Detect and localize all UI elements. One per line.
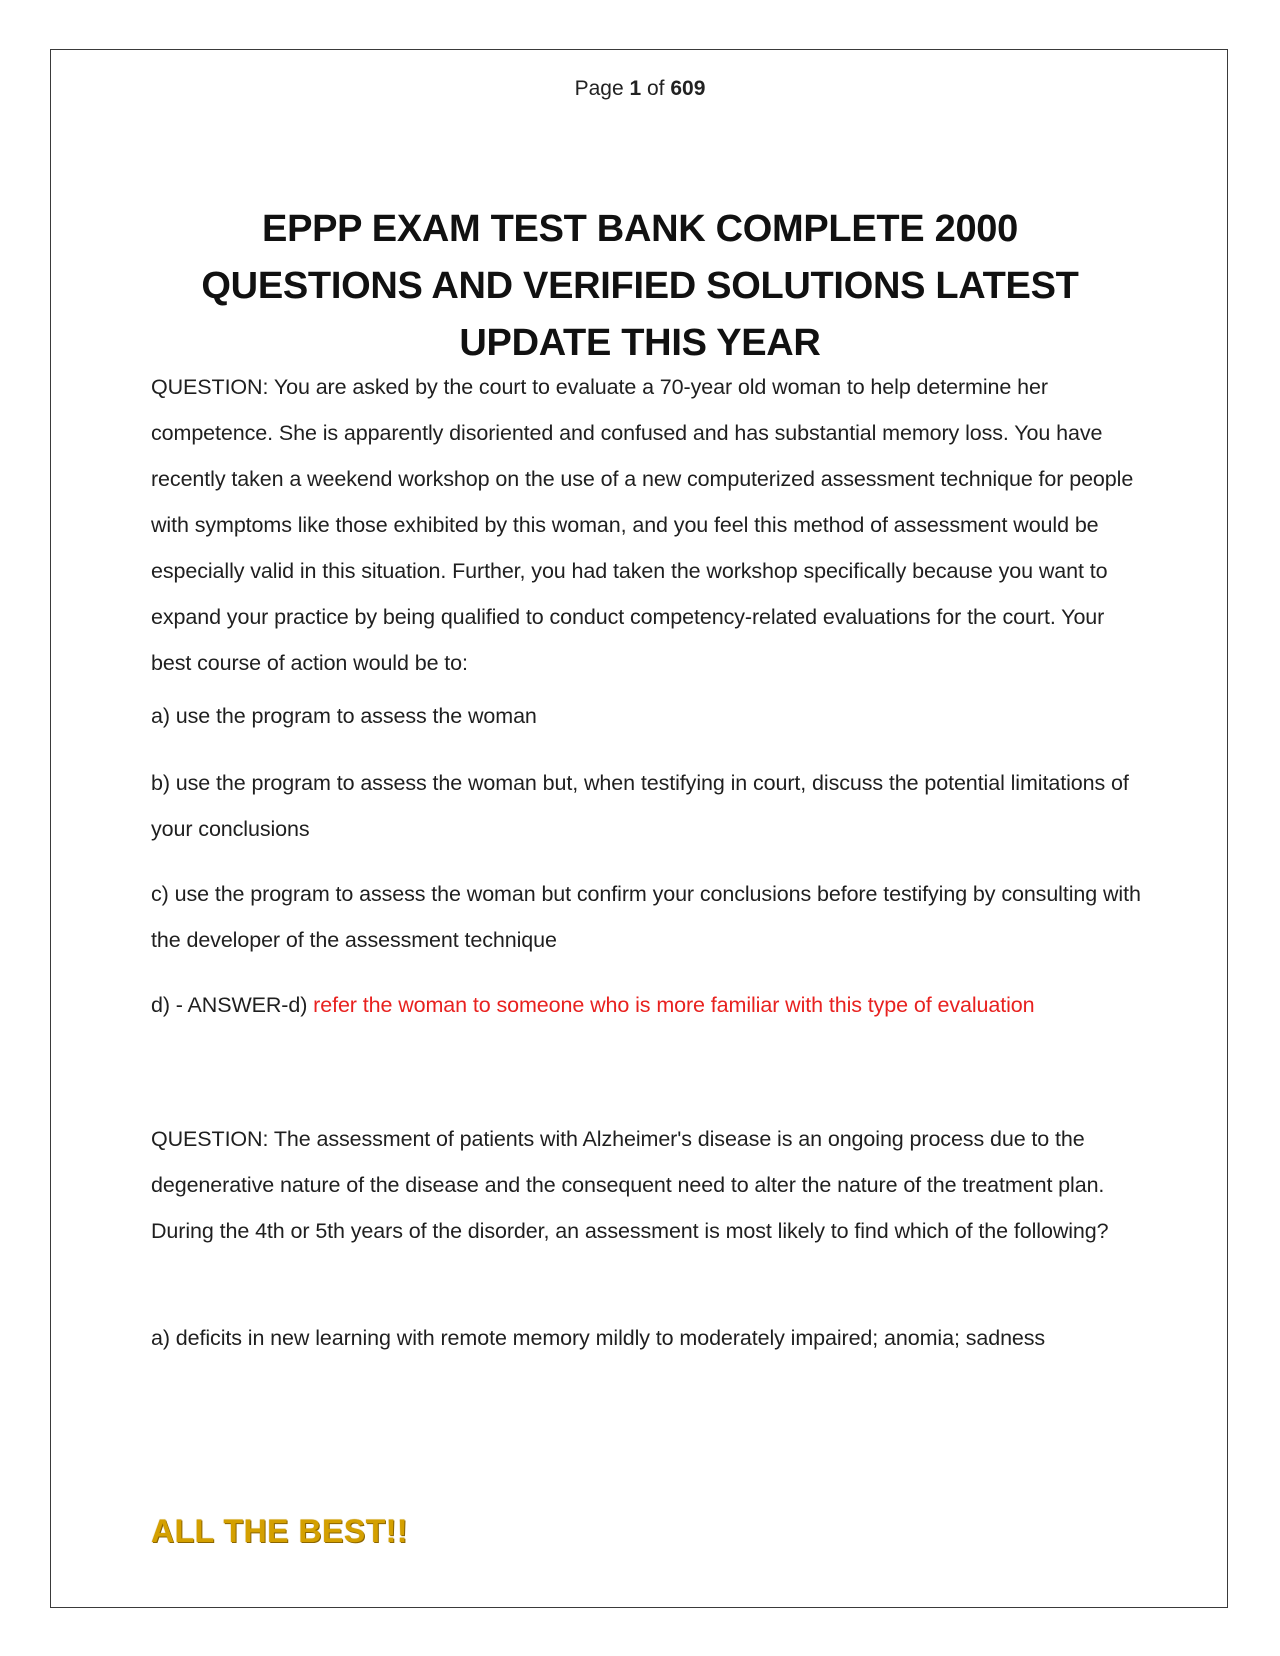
question-1-option-b: b) use the program to assess the woman but, when testifying in court, discuss the potential limitations of your conclusions [151,771,1129,841]
all-the-best-banner: ALL THE BEST!! [151,1513,409,1549]
answer-text: refer the woman to someone who is more familiar with this type of evaluation [313,993,1035,1017]
question-1-option-a: a) use the program to assess the woman [151,704,537,728]
question-1 [151,364,1141,686]
question-1-text: QUESTION: You are asked by the court to evaluate a 70-year old woman to help determine her competence. She is apparently disoriented and confused and has substantial memory loss. You have recently taken a weekend workshop on the use of a new computerized assessment technique for people with symptoms like those exhibited by this woman, and you feel this method of assessment would be especially valid in this situation. Further, you had taken the workshop specifically because you want to expand your practice by being qualified to conduct competency-related evaluations for the court. Your best course of action would be to: [151,375,1134,675]
question-2-option-a: a) deficits in new learning with remote memory mildly to moderately impaired; anomia; sadness [151,1326,1046,1350]
option-d-prefix: d) - ANSWER-d) [151,993,308,1017]
question-2 [151,1116,1141,1254]
page-number: Page 1 of 609 [574,77,706,100]
current-page: 1 [629,77,642,100]
question-1-option-c: c) use the program to assess the woman but confirm your conclusions before testifying by consulting with the developer of the assessment technique [151,882,1141,952]
question-1-option-d [151,982,1141,1028]
question-2-text: QUESTION: The assessment of patients with Alzheimer's disease is an ongoing process due to the degenerative nature of the disease and the consequent need to alter the nature of the treatment plan. During the 4th or 5th years of the disorder, an assessment is most likely to find which of the following? [151,1127,1109,1243]
document-title: EPPP EXAM TEST BANK COMPLETE 2000 QUESTIONS AND VERIFIED SOLUTIONS LATEST UPDATE THIS YEAR [201,208,1079,364]
total-pages: 609 [670,77,706,100]
